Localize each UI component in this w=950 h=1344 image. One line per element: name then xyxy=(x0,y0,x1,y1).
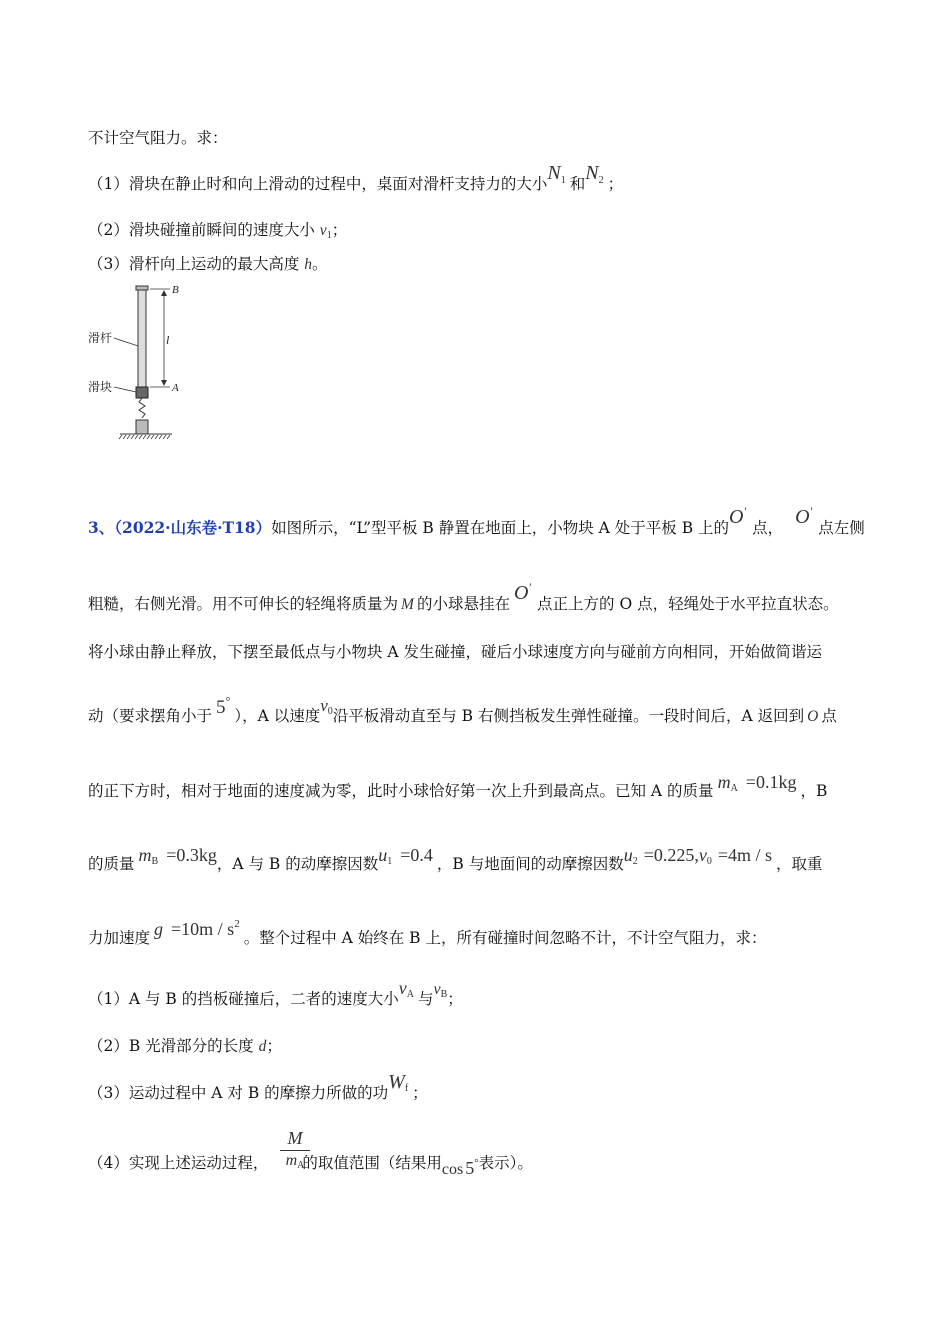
text: 点正上方的 O 点，轻绳处于水平拉直状态。 xyxy=(537,595,839,613)
text: 点， xyxy=(752,519,784,537)
text: ，B 与地面间的动摩擦因数 xyxy=(436,855,624,873)
question-1 xyxy=(88,162,624,197)
text: 点左侧 xyxy=(818,519,865,537)
problem-tag: 3、（2022·山东卷·T18） xyxy=(88,518,272,537)
fraction-denominator: mA xyxy=(285,1152,305,1171)
end-punct: ； xyxy=(331,221,348,239)
text: 点 xyxy=(821,707,837,725)
text: ，取重 xyxy=(776,855,823,873)
text: 力加速度 xyxy=(88,929,151,947)
and-text: 和 xyxy=(569,175,586,193)
problem-3-line-2 xyxy=(88,580,839,615)
work-symbol: Wf xyxy=(388,1071,409,1094)
text: ； xyxy=(447,990,463,1008)
o-prime-symbol: O′ xyxy=(513,580,532,604)
n-symbol: N xyxy=(547,162,561,184)
text: ，B xyxy=(800,782,828,800)
block-label: 滑块 xyxy=(88,380,113,394)
problem-3-question-1 xyxy=(88,978,463,1012)
text: ，A 与 B 的动摩擦因数 xyxy=(216,855,379,873)
text: 沿平板滑动直至与 B 右侧挡板发生弹性碰撞。一段时间后，A 返回到 xyxy=(332,707,805,725)
q1-text: （1）滑块在静止时和向上滑动的过程中，桌面对滑杆支持力的大小 xyxy=(88,175,548,193)
problem-3-line-4 xyxy=(88,694,837,729)
end-punct: ； xyxy=(607,175,624,193)
length-label: l xyxy=(166,333,170,347)
text: 如图所示，“L”型平板 B 静置在地面上，小物块 A 处于平板 B 上的 xyxy=(271,519,730,537)
text: ； xyxy=(412,1084,428,1102)
slide-rod-figure xyxy=(88,280,188,450)
problem-3-question-4 xyxy=(88,1152,533,1178)
text: 动（要求摆角小于 xyxy=(88,707,213,725)
mu1-expression: u1 =0.4 xyxy=(378,845,433,867)
mass-b-expression: mB =0.3kg xyxy=(138,845,217,867)
mass-ratio-fraction xyxy=(280,1128,310,1173)
v-subscript: 1 xyxy=(326,230,332,241)
text: 的质量 xyxy=(88,855,135,873)
problem-3-line-6 xyxy=(88,845,823,877)
problem-3-line-7 xyxy=(88,918,767,950)
text: 与 xyxy=(417,990,434,1008)
q2-text: （2）滑块碰撞前瞬间的速度大小 xyxy=(88,221,320,239)
problem-3-line-1 xyxy=(88,504,865,539)
point-b-label: B xyxy=(172,284,179,296)
o-prime-symbol: O′ xyxy=(795,504,813,528)
m-symbol: M xyxy=(401,596,414,613)
o-symbol: O xyxy=(807,708,819,725)
text: 的正下方时，相对于地面的速度减为零，此时小球恰好第一次上升到最高点。已知 A 的质量 xyxy=(88,782,714,800)
problem-3-line-5 xyxy=(88,772,828,804)
problem-3-question-2 xyxy=(88,1036,282,1057)
n-symbol: N xyxy=(585,162,599,184)
h-symbol: h xyxy=(304,256,313,273)
question-3 xyxy=(88,254,328,275)
v0-symbol: v0 xyxy=(320,696,333,717)
d-symbol: d xyxy=(258,1038,267,1055)
text: （3）运动过程中 A 对 B 的摩擦力所做的功 xyxy=(88,1084,389,1102)
mu2-expression: u2 =0.225,v0 =4m / s xyxy=(623,845,773,867)
n-subscript: 1 xyxy=(560,175,566,186)
problem-3-question-3 xyxy=(88,1071,428,1106)
gravity-expression: $g =10m / s^2$ xyxy=(154,918,240,939)
cos-expression: cos 5° xyxy=(441,1157,479,1178)
va-symbol: vA xyxy=(398,978,414,1000)
problem-3-line-3: 将小球由静止释放，下摆至最低点与小物块 A 发生碰撞，碰后小球速度方向与碰前方向相同，开始做简谐运 xyxy=(88,643,823,661)
point-a-label: A xyxy=(172,382,179,394)
text: （1）A 与 B 的挡板碰撞后，二者的速度大小 xyxy=(88,990,399,1008)
text: 表示）。 xyxy=(478,1154,533,1172)
text: （4）实现上述运动过程， xyxy=(88,1154,269,1172)
text: 。整个过程中 A 始终在 B 上，所有碰撞时间忽略不计，不计空气阻力，求： xyxy=(243,929,767,947)
o-prime-symbol: O′ xyxy=(729,504,747,528)
end-punct: 。 xyxy=(312,255,328,273)
text: 的取值范围（结果用 xyxy=(302,1154,442,1172)
rod-label: 滑杆 xyxy=(88,331,113,345)
text: ），A 以速度 xyxy=(234,707,321,725)
text: 粗糙，右侧光滑。用不可伸长的轻绳将质量为 xyxy=(88,595,399,613)
text: （2）B 光滑部分的长度 xyxy=(88,1037,259,1055)
vb-symbol: vB xyxy=(433,981,448,1000)
n-subscript: 2 xyxy=(598,175,604,186)
q3-text: （3）滑杆向上运动的最大高度 xyxy=(88,255,305,273)
question-2 xyxy=(88,220,347,243)
mass-a-expression: mA =0.1kg xyxy=(717,772,797,794)
text-line: 不计空气阻力。求： xyxy=(88,129,228,147)
angle-value: 5° xyxy=(216,694,231,718)
text: 的小球悬挂在 xyxy=(416,595,510,613)
v-symbol: v xyxy=(319,222,327,239)
text: ； xyxy=(266,1037,282,1055)
fraction-numerator: M xyxy=(287,1128,303,1148)
